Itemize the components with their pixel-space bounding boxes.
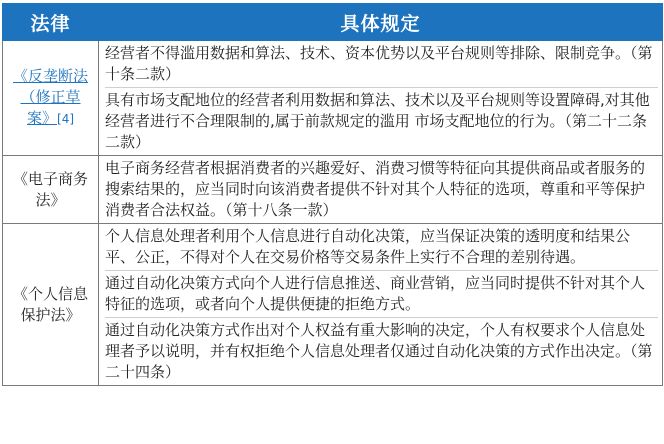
rule-paragraph: 经营者不得滥用数据和算法、技术、资本优势以及平台规则等排除、限制竞争。（第十条二款） (105, 44, 653, 83)
law-name-line: 《个人信息 (12, 284, 88, 303)
table-row (3, 41, 663, 156)
rule-paragraph: 通过自动化决策方式作出对个人权益有重大影响的决定，个人有权要求个人信息处理者予以说明，并有权拒绝个人信息处理者仅通过自动化决策的方式作出决定。（第二十四条） (105, 317, 658, 383)
law-link[interactable]: 》 (42, 109, 58, 127)
rules-cell (99, 41, 663, 156)
law-name-line: 法》 (35, 190, 66, 209)
rule-paragraph: 具有市场支配地位的经营者利用数据和算法、技术以及平台规则等设置障碍,对其他经营者进行不合理限制的,属于前款规定的滥用 市场支配地位的行为。（第二十二条二款） (105, 87, 658, 153)
header-law: 法律 (3, 4, 99, 41)
law-cell (3, 41, 99, 156)
law-link[interactable]: （修正草 (20, 88, 81, 106)
rules-cell (99, 224, 663, 386)
law-cell (3, 224, 99, 386)
law-link[interactable]: 案 (26, 109, 42, 127)
law-name-line: 保护法》 (20, 305, 81, 324)
reference-link[interactable]: [4] (57, 112, 75, 126)
rules-cell (99, 156, 663, 224)
rule-paragraph: 电子商务经营者根据消费者的兴趣爱好、消费习惯等特征向其提供商品或者服务的搜索结果的，应当同时向该消费者提供不针对其个人特征的选项，尊重和平等保护消费者合法权益。（第十八条一款） (105, 159, 646, 219)
table-row (3, 156, 663, 224)
rule-paragraph: 通过自动化决策方式向个人进行信息推送、商业营销，应当同时提供不针对其个人特征的选项，或者向个人提供便捷的拒绝方式。 (105, 270, 658, 315)
law-table (2, 3, 663, 386)
law-cell (3, 156, 99, 224)
table-header-row (3, 4, 663, 41)
table-row (3, 224, 663, 386)
rule-paragraph: 个人信息处理者利用个人信息进行自动化决策，应当保证决策的透明度和结果公平、公正，不得对个人在交易价格等交易条件上实行不合理的差别待遇。 (105, 227, 631, 266)
law-link[interactable]: 《反垄断法 (12, 67, 88, 85)
header-rules: 具体规定 (99, 4, 663, 41)
law-name-line: 《电子商务 (12, 169, 88, 188)
